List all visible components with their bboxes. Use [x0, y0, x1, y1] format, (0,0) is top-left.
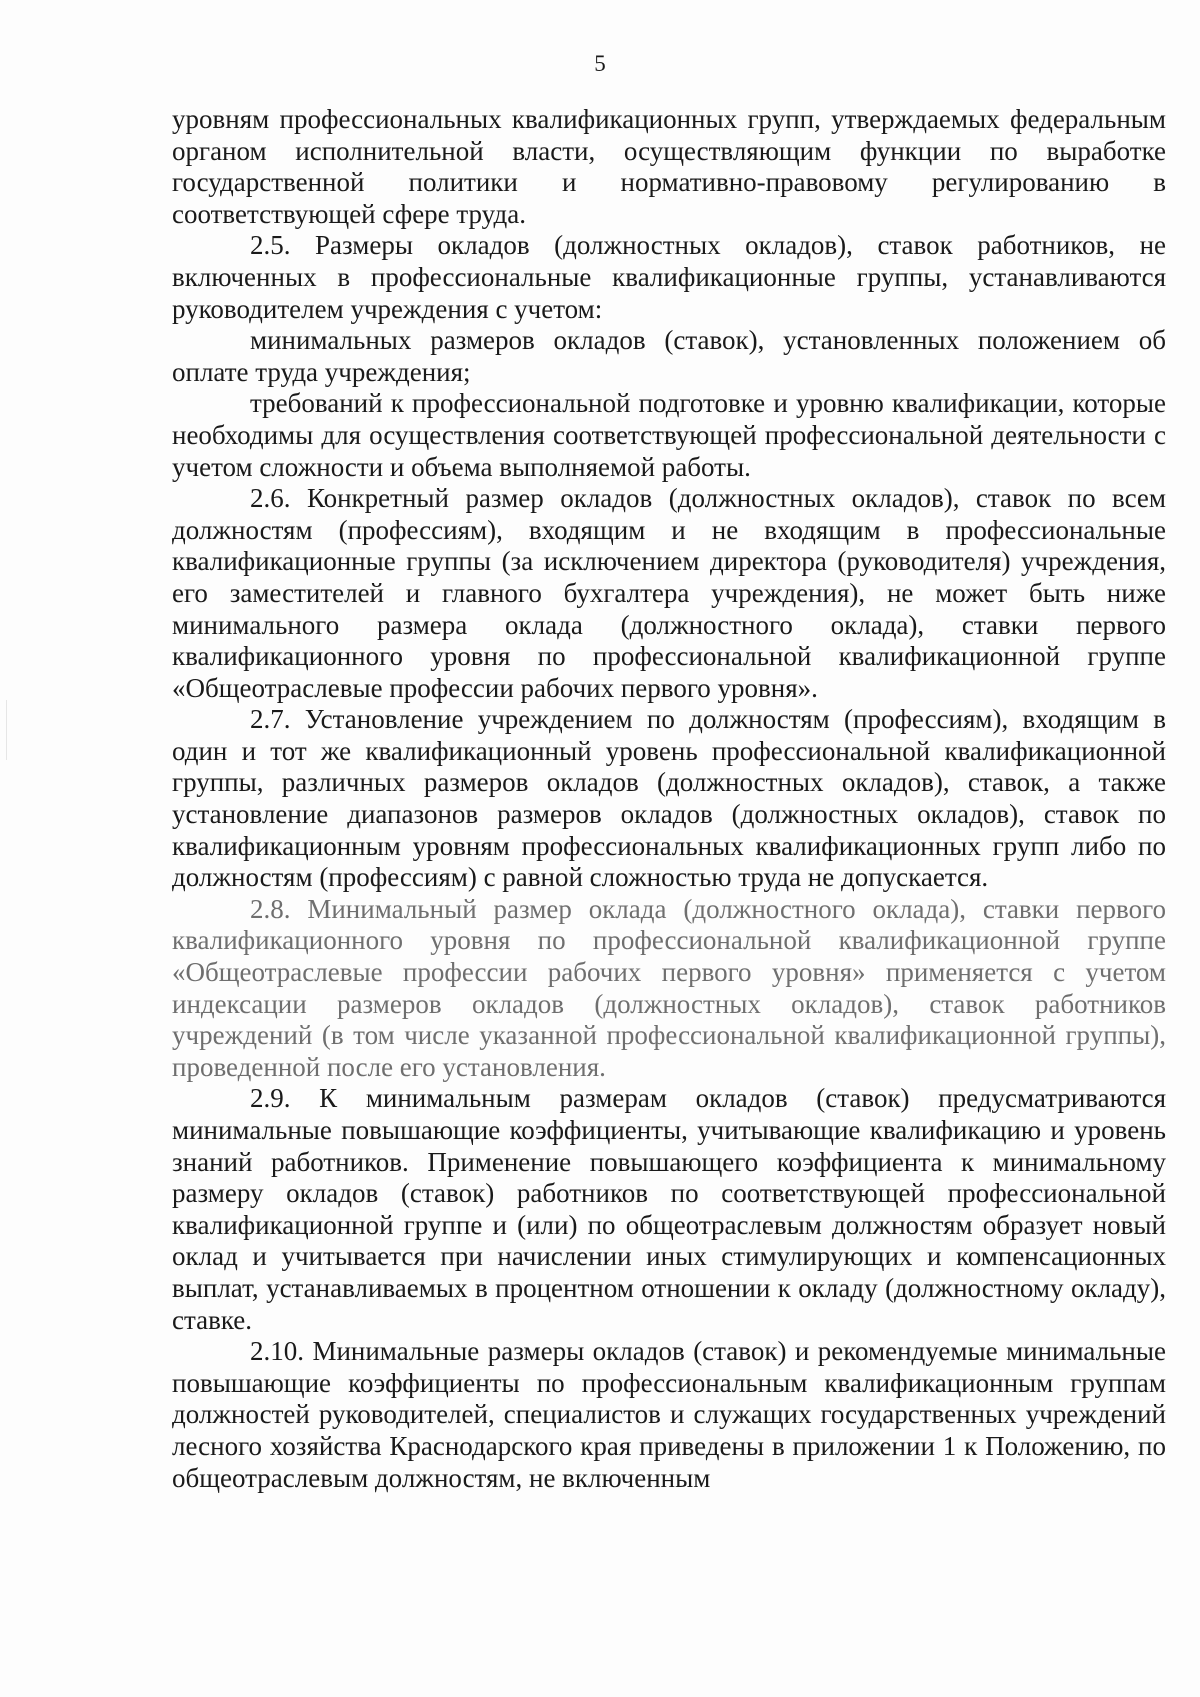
paragraph-2-6: 2.6. Конкретный размер окладов (должностных окладов), ставок по всем должностям (профессиям), входящим и не входящим в профессиональные квалификационные группы (за исключением директора (руководителя) учреждения, его заместителей и главного бухгалтера учреждения), не может быть ниже минимального размера оклада (должностного оклада), ставки первого квалификационного уровня по профессиональной квалификационной группе «Общеотраслевые профессии рабочих первого уровня».	[172, 483, 1166, 703]
scan-margin-mark	[6, 700, 7, 760]
paragraph-2-8: 2.8. Минимальный размер оклада (должностного оклада), ставки первого квалификационного уровня по профессиональной квалификационной группе «Общеотраслевые профессии рабочих первого уровня» применяется с учетом индексации размеров окладов (должностных окладов), ставок работников учреждений (в том числе указанной профессиональной квалификационной группы), проведенной после его установления.	[172, 893, 1166, 1082]
paragraph-continuation: уровням профессиональных квалификационных групп, утверждаемых федеральным органом исполнительной власти, осуществляющим функции по выработке государственной политики и нормативно-правовому регулированию в соответствующей сфере труда.	[172, 104, 1166, 229]
paragraph-2-5-item-1: минимальных размеров окладов (ставок), установленных положением об оплате труда учреждения;	[172, 325, 1166, 387]
document-body	[172, 104, 1166, 1494]
paragraph-2-10: 2.10. Минимальные размеры окладов (ставок) и рекомендуемые минимальные повышающие коэффициенты по профессиональным квалификационным группам должностей руководителей, специалистов и служащих государственных учреждений лесного хозяйства Краснодарского края приведены в приложении 1 к Положению, по общеотраслевым должностям, не включенным	[172, 1336, 1166, 1493]
paragraph-2-7: 2.7. Установление учреждением по должностям (профессиям), входящим в один и тот же квалификационный уровень профессиональной квалификационной группы, различных размеров окладов (должностных окладов), ставок, а также установление диапазонов размеров окладов (должностных окладов), ставок по квалификационным уровням профессиональных квалификационных групп либо по должностям (профессиям) с равной сложностью труда не допускается.	[172, 704, 1166, 893]
paragraph-2-5: 2.5. Размеры окладов (должностных окладов), ставок работников, не включенных в профессиональные квалификационные группы, устанавливаются руководителем учреждения с учетом:	[172, 230, 1166, 324]
paragraph-2-5-item-2: требований к профессиональной подготовке и уровню квалификации, которые необходимы для осуществления соответствующей профессиональной деятельности с учетом сложности и объема выполняемой работы.	[172, 388, 1166, 482]
paragraph-2-9: 2.9. К минимальным размерам окладов (ставок) предусматриваются минимальные повышающие коэффициенты, учитывающие квалификацию и уровень знаний работников. Применение повышающего коэффициента к минимальному размеру окладов (ставок) работников по соответствующей профессиональной квалификационной группе и (или) по общеотраслевым должностям образует новый оклад и учитывается при начислении иных стимулирующих и компенсационных выплат, устанавливаемых в процентном отношении к окладу (должностному окладу), ставке.	[172, 1083, 1166, 1335]
page-number: 5	[594, 51, 606, 76]
